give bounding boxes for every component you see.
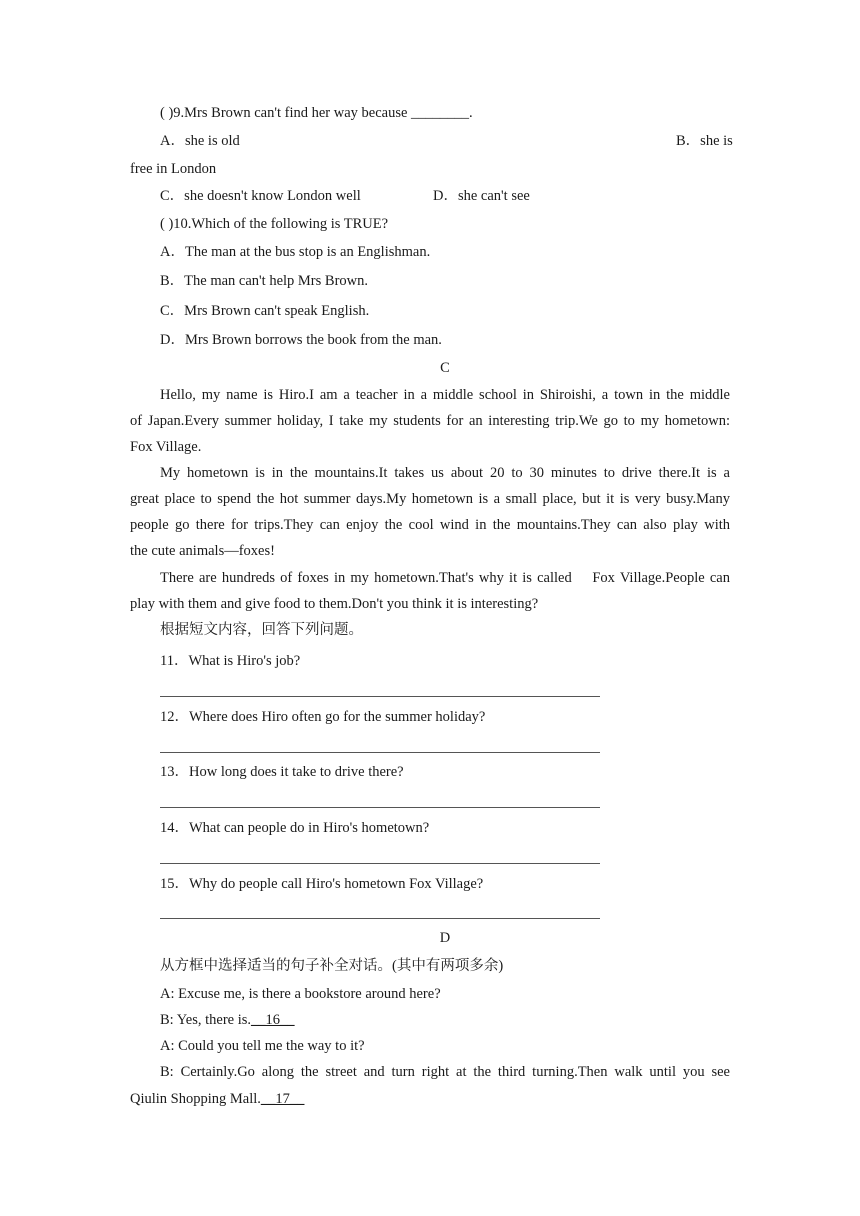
passage-c-para3-line1: There are hundreds of foxes in my hometown.That's why it is called Fox Village.People can — [160, 570, 730, 586]
section-c-heading: C — [440, 360, 450, 376]
passage-c-para1-line2: of Japan.Every summer holiday, I take my students for an interesting trip.We go to my hometown: — [130, 413, 730, 429]
blank-17: __17__ — [260, 1091, 305, 1107]
question-9-option-c: C．she doesn't know London well — [160, 188, 361, 204]
section-d-heading: D — [439, 930, 451, 946]
answer-line-14 — [160, 863, 600, 864]
dialogue-line-5 — [130, 1090, 730, 1108]
section-d-instruction: 从方框中选择适当的句子补全对话。(其中有两项多余) — [160, 958, 504, 974]
question-11: 11．What is Hiro's job? — [160, 653, 301, 669]
question-9-option-b-start: B．she is — [676, 133, 733, 149]
dialogue-line-5-text: Qiulin Shopping Mall. — [130, 1091, 261, 1107]
blank-16: __16__ — [251, 1012, 295, 1028]
question-10-option-b: B．The man can't help Mrs Brown. — [160, 273, 368, 289]
section-c-instruction: 根据短文内容，回答下列问题。 — [160, 622, 363, 638]
answer-line-13 — [160, 807, 600, 808]
passage-c-para2-line2: great place to spend the hot summer days.My hometown is a small place, but it is very busy.Many — [130, 491, 730, 507]
dialogue-line-1: A: Excuse me, is there a bookstore around here? — [160, 986, 441, 1002]
dialogue-line-2 — [160, 1011, 730, 1029]
question-14: 14．What can people do in Hiro's hometown? — [160, 820, 430, 836]
question-9-option-d: D．she can't see — [433, 188, 530, 204]
dialogue-line-3: A: Could you tell me the way to it? — [160, 1038, 365, 1054]
passage-c-para3-line2: play with them and give food to them.Don't you think it is interesting? — [130, 596, 539, 612]
question-10-option-c: C．Mrs Brown can't speak English. — [160, 303, 370, 319]
passage-c-para1-line3: Fox Village. — [130, 439, 202, 455]
question-13: 13．How long does it take to drive there? — [160, 764, 404, 780]
question-15: 15．Why do people call Hiro's hometown Fox Village? — [160, 876, 484, 892]
question-10-stem: ( )10.Which of the following is TRUE? — [160, 216, 389, 232]
passage-c-para2-line4: the cute animals—foxes! — [130, 543, 275, 559]
question-12: 12．Where does Hiro often go for the summer holiday? — [160, 709, 486, 725]
passage-c-para1-line1: Hello, my name is Hiro.I am a teacher in a middle school in Shiroishi, a town in the middle — [160, 387, 730, 403]
question-9-stem: ( )9.Mrs Brown can't find her way because ________. — [160, 105, 473, 121]
question-9-option-a: A．she is old — [160, 133, 240, 149]
dialogue-line-4: B: Certainly.Go along the street and turn right at the third turning.Then walk until you see — [160, 1064, 730, 1080]
answer-line-11 — [160, 696, 600, 697]
dialogue-line-2-text: B: Yes, there is. — [160, 1012, 252, 1028]
question-10-option-a: A．The man at the bus stop is an Englishman. — [160, 244, 431, 260]
question-9-option-b-end: free in London — [130, 161, 217, 177]
passage-c-para2-line1: My hometown is in the mountains.It takes us about 20 to 30 minutes to drive there.It is a — [160, 465, 730, 481]
question-10-option-d: D．Mrs Brown borrows the book from the man. — [160, 332, 442, 348]
answer-line-15 — [160, 918, 600, 919]
passage-c-para2-line3: people go there for trips.They can enjoy the cool wind in the mountains.They can also play with — [130, 517, 730, 533]
answer-line-12 — [160, 752, 600, 753]
